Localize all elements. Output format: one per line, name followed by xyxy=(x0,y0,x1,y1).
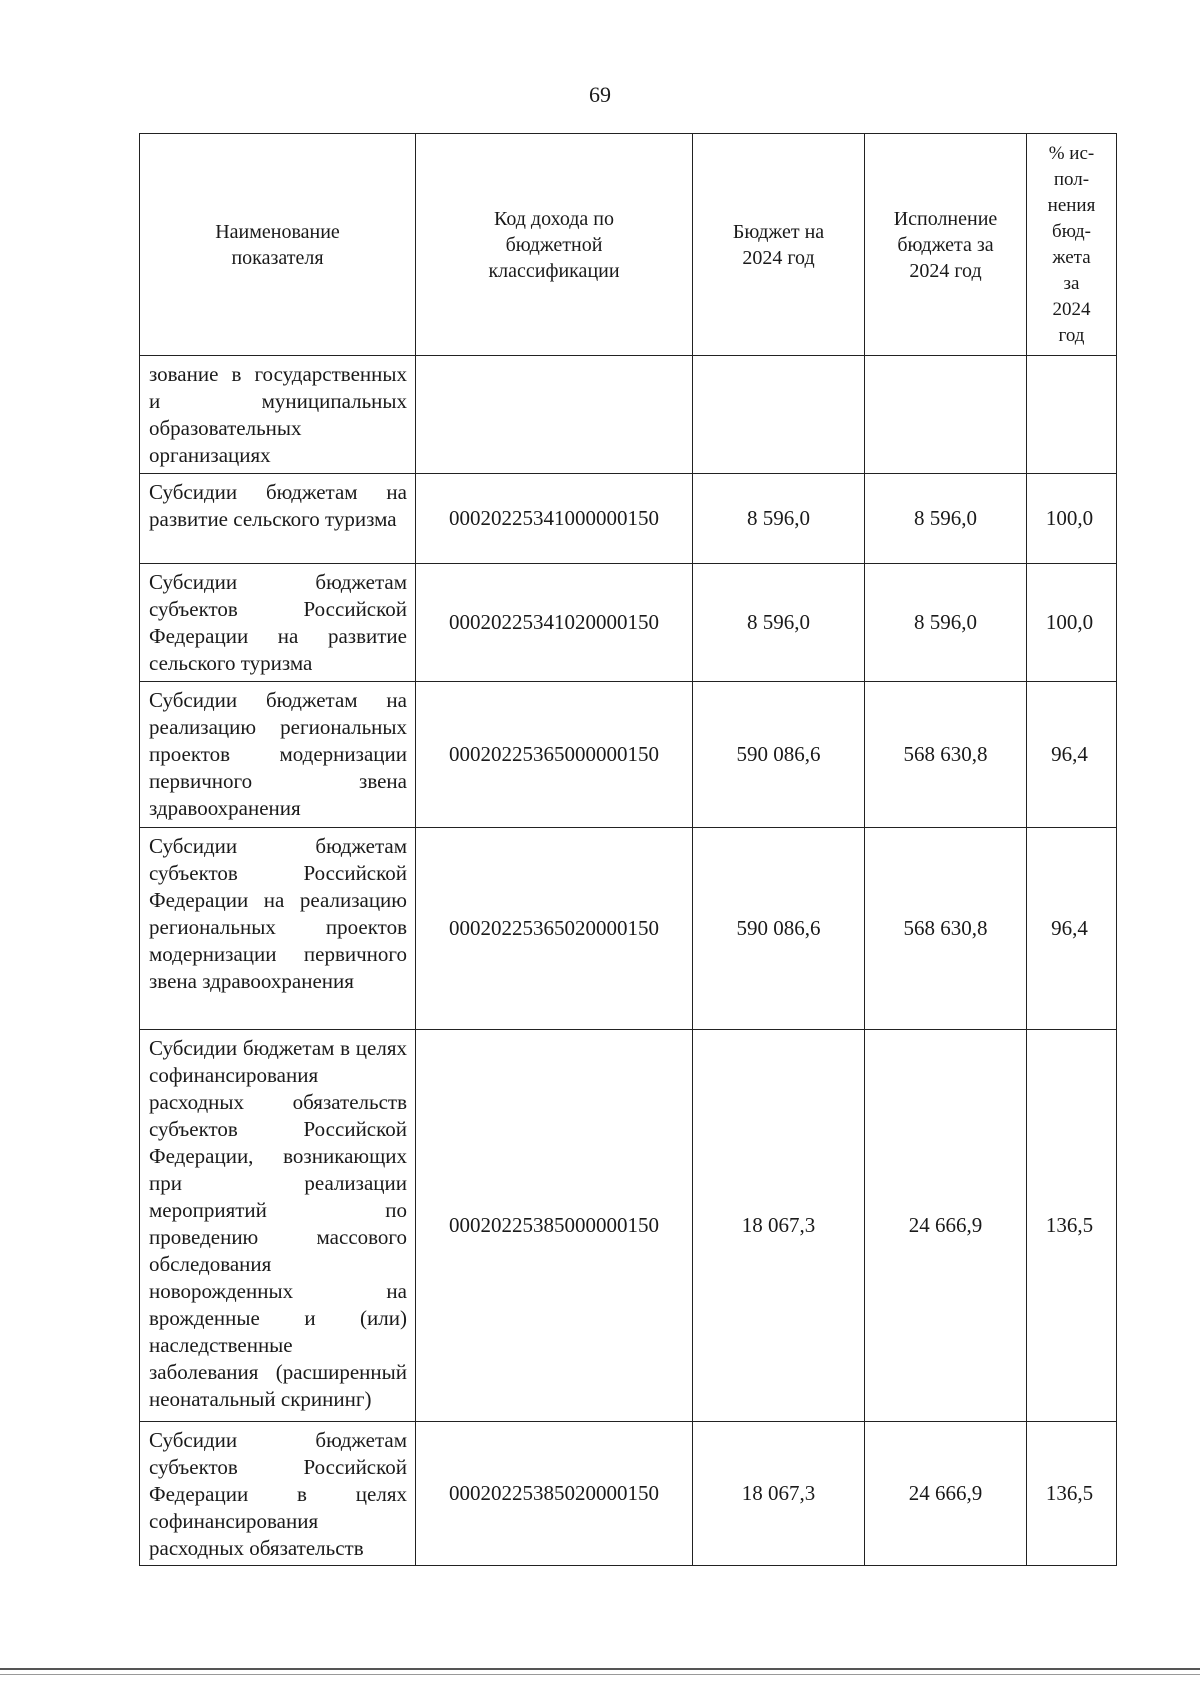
row-pct: 96,4 xyxy=(1027,828,1117,1030)
table-row xyxy=(140,564,1117,682)
header-name: Наименование показателя xyxy=(140,134,416,356)
row-plan xyxy=(693,356,865,474)
row-pct: 136,5 xyxy=(1027,1422,1117,1566)
row-plan: 18 067,3 xyxy=(693,1422,865,1566)
row-plan: 8 596,0 xyxy=(693,474,865,564)
row-pct: 96,4 xyxy=(1027,682,1117,828)
table-row xyxy=(140,828,1117,1030)
row-code xyxy=(416,356,693,474)
row-exec: 8 596,0 xyxy=(865,474,1027,564)
row-plan: 590 086,6 xyxy=(693,828,865,1030)
row-exec: 24 666,9 xyxy=(865,1422,1027,1566)
row-name: Субсидии бюджетам субъектов Российской Федерации на развитие сельского туризма xyxy=(140,564,416,682)
row-plan: 590 086,6 xyxy=(693,682,865,828)
row-exec: 8 596,0 xyxy=(865,564,1027,682)
row-name: Субсидии бюджетам в целях софинансирования расходных обязательств субъектов Российской Федерации, возникающих при реализации мероприятий по проведению массового обследования новорожденных на врожденные и (или) наследственные заболевания (расширенный неонатальный скрининг) xyxy=(140,1030,416,1422)
table-header-row xyxy=(140,134,1117,356)
row-plan: 8 596,0 xyxy=(693,564,865,682)
row-pct: 136,5 xyxy=(1027,1030,1117,1422)
table-row xyxy=(140,682,1117,828)
row-name: Субсидии бюджетам субъектов Российской Федерации на реализацию региональных проектов модернизации первичного звена здравоохранения xyxy=(140,828,416,1030)
header-plan: Бюджет на 2024 год xyxy=(693,134,865,356)
page-number: 69 xyxy=(589,82,611,107)
table-row xyxy=(140,1030,1117,1422)
table-row xyxy=(140,356,1117,474)
row-exec: 568 630,8 xyxy=(865,828,1027,1030)
row-name: Субсидии бюджетам на реализацию региональных проектов модернизации первичного звена здравоохранения xyxy=(140,682,416,828)
header-pct: % ис-пол-нения бюд-жета за 2024 год xyxy=(1027,134,1117,356)
header-code: Код дохода по бюджетной классификации xyxy=(416,134,693,356)
row-name: Субсидии бюджетам на развитие сельского туризма xyxy=(140,474,416,564)
table-row xyxy=(140,474,1117,564)
row-code: 00020225385020000150 xyxy=(416,1422,693,1566)
row-pct: 100,0 xyxy=(1027,564,1117,682)
row-code: 00020225341020000150 xyxy=(416,564,693,682)
row-exec: 24 666,9 xyxy=(865,1030,1027,1422)
page-bottom-rule-secondary xyxy=(0,1674,1200,1675)
row-code: 00020225385000000150 xyxy=(416,1030,693,1422)
budget-table xyxy=(139,133,1117,1566)
table-row xyxy=(140,1422,1117,1566)
row-pct: 100,0 xyxy=(1027,474,1117,564)
row-exec xyxy=(865,356,1027,474)
row-exec: 568 630,8 xyxy=(865,682,1027,828)
row-pct xyxy=(1027,356,1117,474)
page-bottom-rule xyxy=(0,1668,1200,1670)
row-name: Субсидии бюджетам субъектов Российской Федерации в целях софинансирования расходных обязательств xyxy=(140,1422,416,1566)
row-plan: 18 067,3 xyxy=(693,1030,865,1422)
row-name: зование в государственных и муниципальных образовательных организациях xyxy=(140,356,416,474)
row-code: 00020225341000000150 xyxy=(416,474,693,564)
row-code: 00020225365000000150 xyxy=(416,682,693,828)
header-exec: Исполнение бюджета за 2024 год xyxy=(865,134,1027,356)
row-code: 00020225365020000150 xyxy=(416,828,693,1030)
